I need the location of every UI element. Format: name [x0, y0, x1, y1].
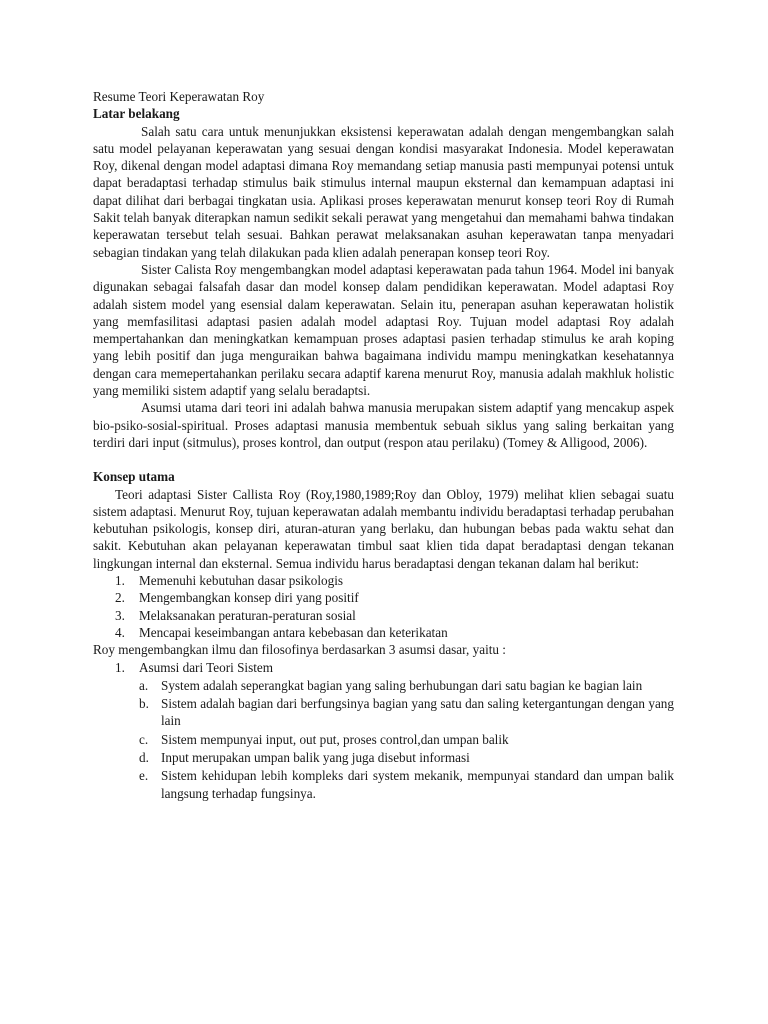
numbered-list [93, 572, 674, 641]
list-item [93, 572, 674, 589]
sub-list-item [93, 749, 674, 766]
list-marker: 1. [115, 573, 125, 589]
list-item-text: Input merupakan umpan balik yang juga disebut informasi [161, 749, 470, 765]
paragraph: Salah satu cara untuk menunjukkan eksistensi keperawatan adalah dengan mengembangkan salah satu model pelayanan keperawatan yang sesuai dengan kondisi masyarakat Indonesia. Model keperawatan Roy, dikenal dengan model adaptasi dimana Roy memandang setiap manusia pasti mempunyai potensi untuk dapat beradaptasi terhadap stimulus baik stimulus internal maupun eksternal dan kemampuan adaptasi ini dapat dilihat dari berbagai tingkatan usia. Aplikasi proses keperawatan menurut konsep teori Roy di Rumah Sakit telah banyak diterapkan namun sedikit sekali perawat yang mengetahui dan memahami bahwa tindakan keperawatan tersebut telah sesuai. Bahkan perawat melaksanakan asuhan keperawatan tanpa menyadari sebagian tindakan yang telah dilakukan pada klien adalah penerapan konsep teori Roy. [93, 123, 674, 260]
paragraph: Sister Calista Roy mengembangkan model adaptasi keperawatan pada tahun 1964. Model ini banyak digunakan sebagai falsafah dasar dan model konsep dalam pendidikan keperawatan. Model adaptasi Roy adalah sistem model yang esensial dalam keperawatan. Selain itu, penerapan asuhan keperawatan holistik yang memfasilitasi adaptasi pasien adalah model adaptasi Roy. Tujuan model adaptasi Roy adalah mempertahankan dan meningkatkan kemampuan proses adaptasi pasien terhadap stimulus ke arah koping yang lebih positif dan juga menguraikan bahwa bagaimana individu mampu meningkatkan kesehatannya dengan cara memepertahankan perilaku secara adaptif karena menurut Roy, manusia adalah makhluk holistic yang memiliki sistem adaptif yang selalu beradaptsi. [93, 261, 674, 399]
list-item [93, 624, 674, 641]
list-marker: 4. [115, 624, 125, 640]
list-item [93, 589, 674, 606]
section-heading-latar-belakang: Latar belakang [93, 106, 180, 122]
paragraph: Roy mengembangkan ilmu dan filosofinya berdasarkan 3 asumsi dasar, yaitu : [93, 642, 506, 658]
list-item [93, 607, 674, 624]
list-item-text: Asumsi dari Teori Sistem [139, 659, 273, 675]
sub-list [93, 677, 674, 802]
list-item-text: Sistem mempunyai input, out put, proses control,dan umpan balik [161, 731, 509, 747]
paragraph: Teori adaptasi Sister Callista Roy (Roy,1980,1989;Roy dan Obloy, 1979) melihat klien sebagai suatu sistem adaptasi. Menurut Roy, tujuan keperawatan adalah membantu individu beradaptasi terhadap perubahan kebutuhan psikologis, konsep diri, aturan-aturan yang berlaku, dan hubungan bebas pada waktu sehat dan sakit. Kebutuhan akan pelayanan keperawatan timbul saat klien tida dapat beradaptasi dengan tekanan lingkungan internal dan eksternal. Semua individu harus beradaptasi dengan tekanan dalam hal berikut: [93, 486, 674, 571]
list-item-text: Mencapai keseimbangan antara kebebasan dan keterikatan [139, 624, 448, 640]
list-item-text: Memenuhi kebutuhan dasar psikologis [139, 573, 344, 589]
list-item-text: Melaksanakan peraturan-peraturan sosial [139, 607, 356, 623]
assumptions-list [93, 659, 674, 676]
document-body [93, 88, 674, 803]
sub-list-item [93, 767, 674, 802]
sub-list-item [93, 695, 674, 730]
list-marker: 3. [115, 607, 125, 623]
list-item [93, 659, 674, 676]
list-marker: b. [139, 696, 149, 712]
paragraph: Asumsi utama dari teori ini adalah bahwa manusia merupakan sistem adaptif yang mencakup aspek bio-psiko-sosial-spiritual. Proses adaptasi manusia membentuk sebuah siklus yang saling berkaitan yang terdiri dari input (sitmulus), proses kontrol, dan output (respon atau perilaku) (Tomey & Alligood, 2006). [93, 400, 674, 450]
sub-list-item [93, 677, 674, 694]
list-marker: d. [139, 749, 149, 765]
list-item-text: Sistem kehidupan lebih kompleks dari system mekanik, mempunyai standard dan umpan balik langsung terhadap fungsinya. [161, 768, 674, 801]
list-marker: e. [139, 768, 149, 784]
document-title: Resume Teori Keperawatan Roy [93, 89, 265, 104]
section-heading-konsep-utama: Konsep utama [93, 469, 175, 485]
list-marker: 1. [115, 659, 125, 675]
spacer [93, 451, 674, 468]
list-marker: a. [139, 677, 149, 693]
list-item-text: System adalah seperangkat bagian yang saling berhubungan dari satu bagian ke bagian lain [161, 677, 643, 693]
list-item-text: Sistem adalah bagian dari berfungsinya bagian yang satu dan saling ketergantungan dengan yang lain [161, 696, 674, 729]
sub-list-item [93, 731, 674, 748]
list-item-text: Mengembangkan konsep diri yang positif [139, 590, 359, 606]
list-marker: 2. [115, 590, 125, 606]
list-marker: c. [139, 731, 149, 747]
